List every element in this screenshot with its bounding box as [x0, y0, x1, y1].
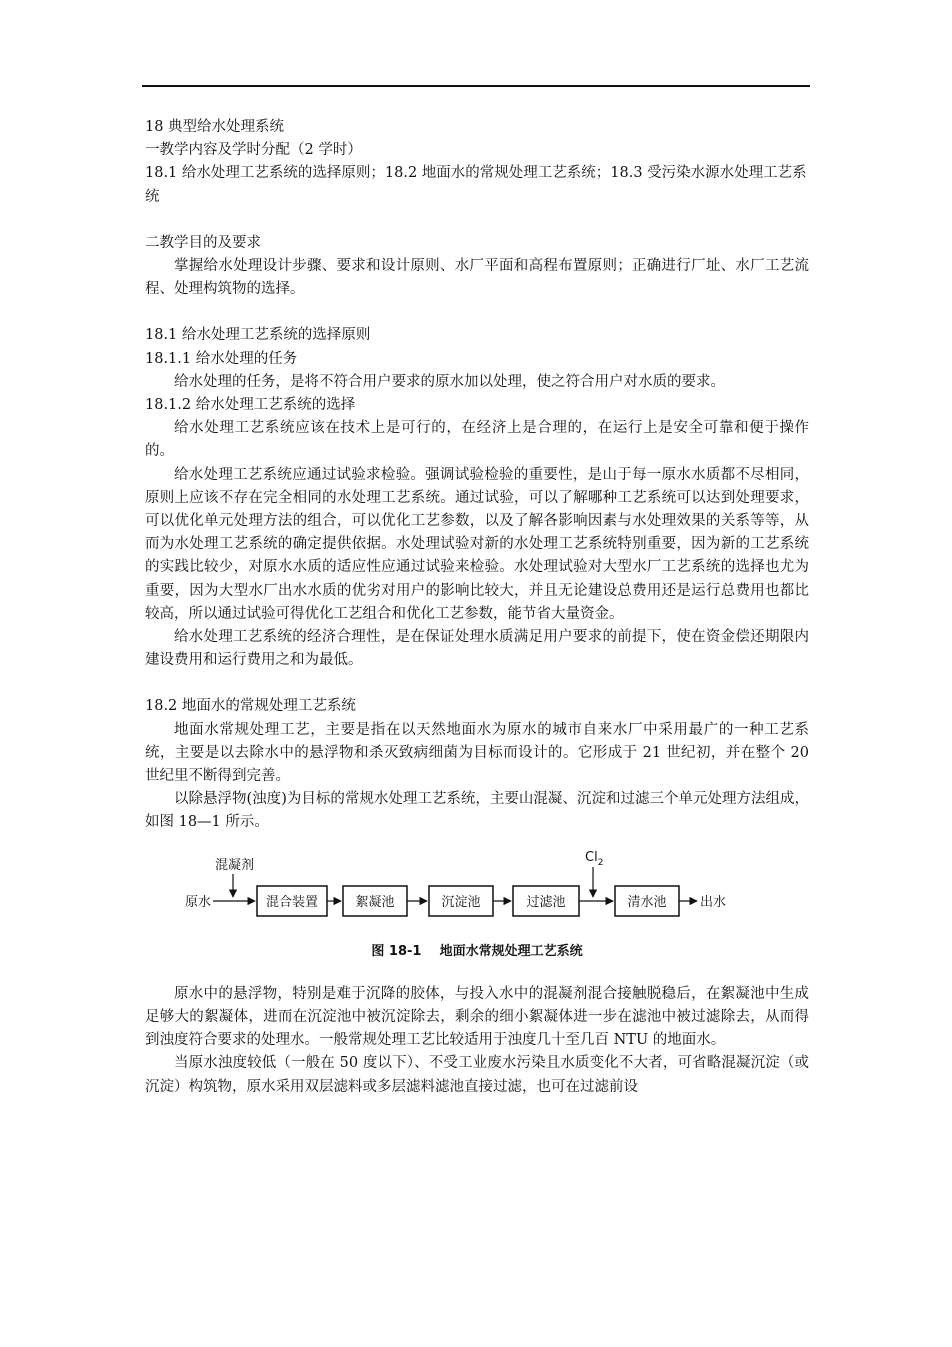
paragraph: 给水处理工艺系统的经济合理性，是在保证处理水质满足用户要求的前提下，使在资金偿还期限内建设费用和运行费用之和为最低。	[145, 629, 809, 669]
process-box-label: 沉淀池	[441, 894, 481, 910]
process-flow-diagram	[145, 841, 809, 981]
paragraph: 地面水常规处理工艺，主要是指在以天然地面水为原水的城市自来水厂中采用最广的一种工艺系统，主要是以去除水中的悬浮物和杀灭致病细菌为目标而设计的。它形成于 21 世纪初，并在整个 20 世纪里不断得到完善。	[145, 721, 809, 785]
section-body-content: 18.1 给水处理工艺系统的选择原则；18.2 地面水的常规处理工艺系统；18.3 受污染水源水处理工艺系统	[145, 165, 807, 205]
paragraph: 原水中的悬浮物，特别是难于沉降的胶体，与投入水中的混凝剂混合接触脱稳后，在絮凝池中生成足够大的絮凝体，进而在沉淀池中被沉淀除去，剩余的细小絮凝体进一步在滤池中被过滤除去，从而得到浊度符合要求的处理水。一般常规处理工艺比较适用于浊度几十至几百 NTU 的地面水。	[145, 985, 809, 1049]
process-box-label: 絮凝池	[355, 894, 395, 910]
raw-water-label: 原水	[185, 894, 212, 910]
document-body	[145, 116, 809, 1099]
spacer	[145, 209, 809, 232]
paragraph: 给水处理的任务，是将不符合用户要求的原水加以处理，使之符合用户对水质的要求。	[174, 373, 725, 390]
figure-caption: 图 18-1 地面水常规处理工艺系统	[371, 943, 583, 959]
paragraph: 给水处理工艺系统应该在技术上是可行的，在经济上是合理的，在运行上是安全可靠和便于操作的。	[145, 420, 809, 460]
section-heading-goals: 二教学目的及要求	[145, 234, 261, 251]
section-heading-content: 一教学内容及学时分配（2 学时）	[145, 142, 362, 159]
heading-18-1: 18.1 给水处理工艺系统的选择原则	[145, 327, 371, 344]
process-box-label: 混合装置	[265, 894, 319, 910]
coagulant-label: 混凝剂	[215, 857, 255, 873]
heading-18-1-2: 18.1.2 给水处理工艺系统的选择	[145, 397, 356, 414]
chapter-title: 18 典型给水处理系统	[145, 119, 285, 135]
chlorine-label: $Cl_2$	[585, 849, 604, 868]
process-box-label: 过滤池	[526, 894, 566, 910]
heading-18-1-1: 18.1.1 给水处理的任务	[145, 350, 298, 367]
process-flow-figure	[145, 841, 809, 981]
heading-18-2: 18.2 地面水的常规处理工艺系统	[145, 698, 356, 715]
process-box-label: 清水池	[627, 894, 667, 910]
paragraph: 当原水浊度较低（一般在 50 度以下）、不受工业废水污染且水质变化不大者，可省略混凝沉淀（或沉淀）构筑物，原水采用双层滤料或多层滤料滤池直接过滤，也可在过滤前设	[145, 1055, 809, 1095]
paragraph: 给水处理工艺系统应通过试验求检验。强调试验检验的重要性，是山于每一原水水质都不尽相同，原则上应该不存在完全相同的水处理工艺系统。通过试验，可以了解哪种工艺系统可以达到处理要求，可以优化单元处理方法的组合，可以优化工艺参数，以及了解各影响因素与水处理效果的关系等等，从而为水处理工艺系统的确定提供依据。水处理试验对新的水处理工艺系统特别重要，因为新的工艺系统的实践比较少，对原水水质的适应性应通过试验来检验。水处理试验对大型水厂工艺系统的选择也尤为重要，因为大型水厂出水水质的优劣对用户的影响比较大，并且无论建设总费用还是运行总费用也都比较高，所以通过试验可得优化工艺组合和优化工艺参数，能节省大量资金。	[145, 466, 809, 622]
section-body-goals: 掌握给水处理设计步骤、要求和设计原则、水厂平面和高程布置原则；正确进行厂址、水厂工艺流程、处理构筑物的选择。	[145, 258, 809, 298]
spacer	[145, 301, 809, 324]
output-water-label: 出水	[700, 894, 727, 910]
spacer	[145, 672, 809, 695]
header-rule	[142, 85, 810, 87]
paragraph: 以除悬浮物(浊度)为目标的常规水处理工艺系统，主要山混凝、沉淀和过滤三个单元处理方法组成，如图 18—1 所示。	[145, 791, 809, 831]
